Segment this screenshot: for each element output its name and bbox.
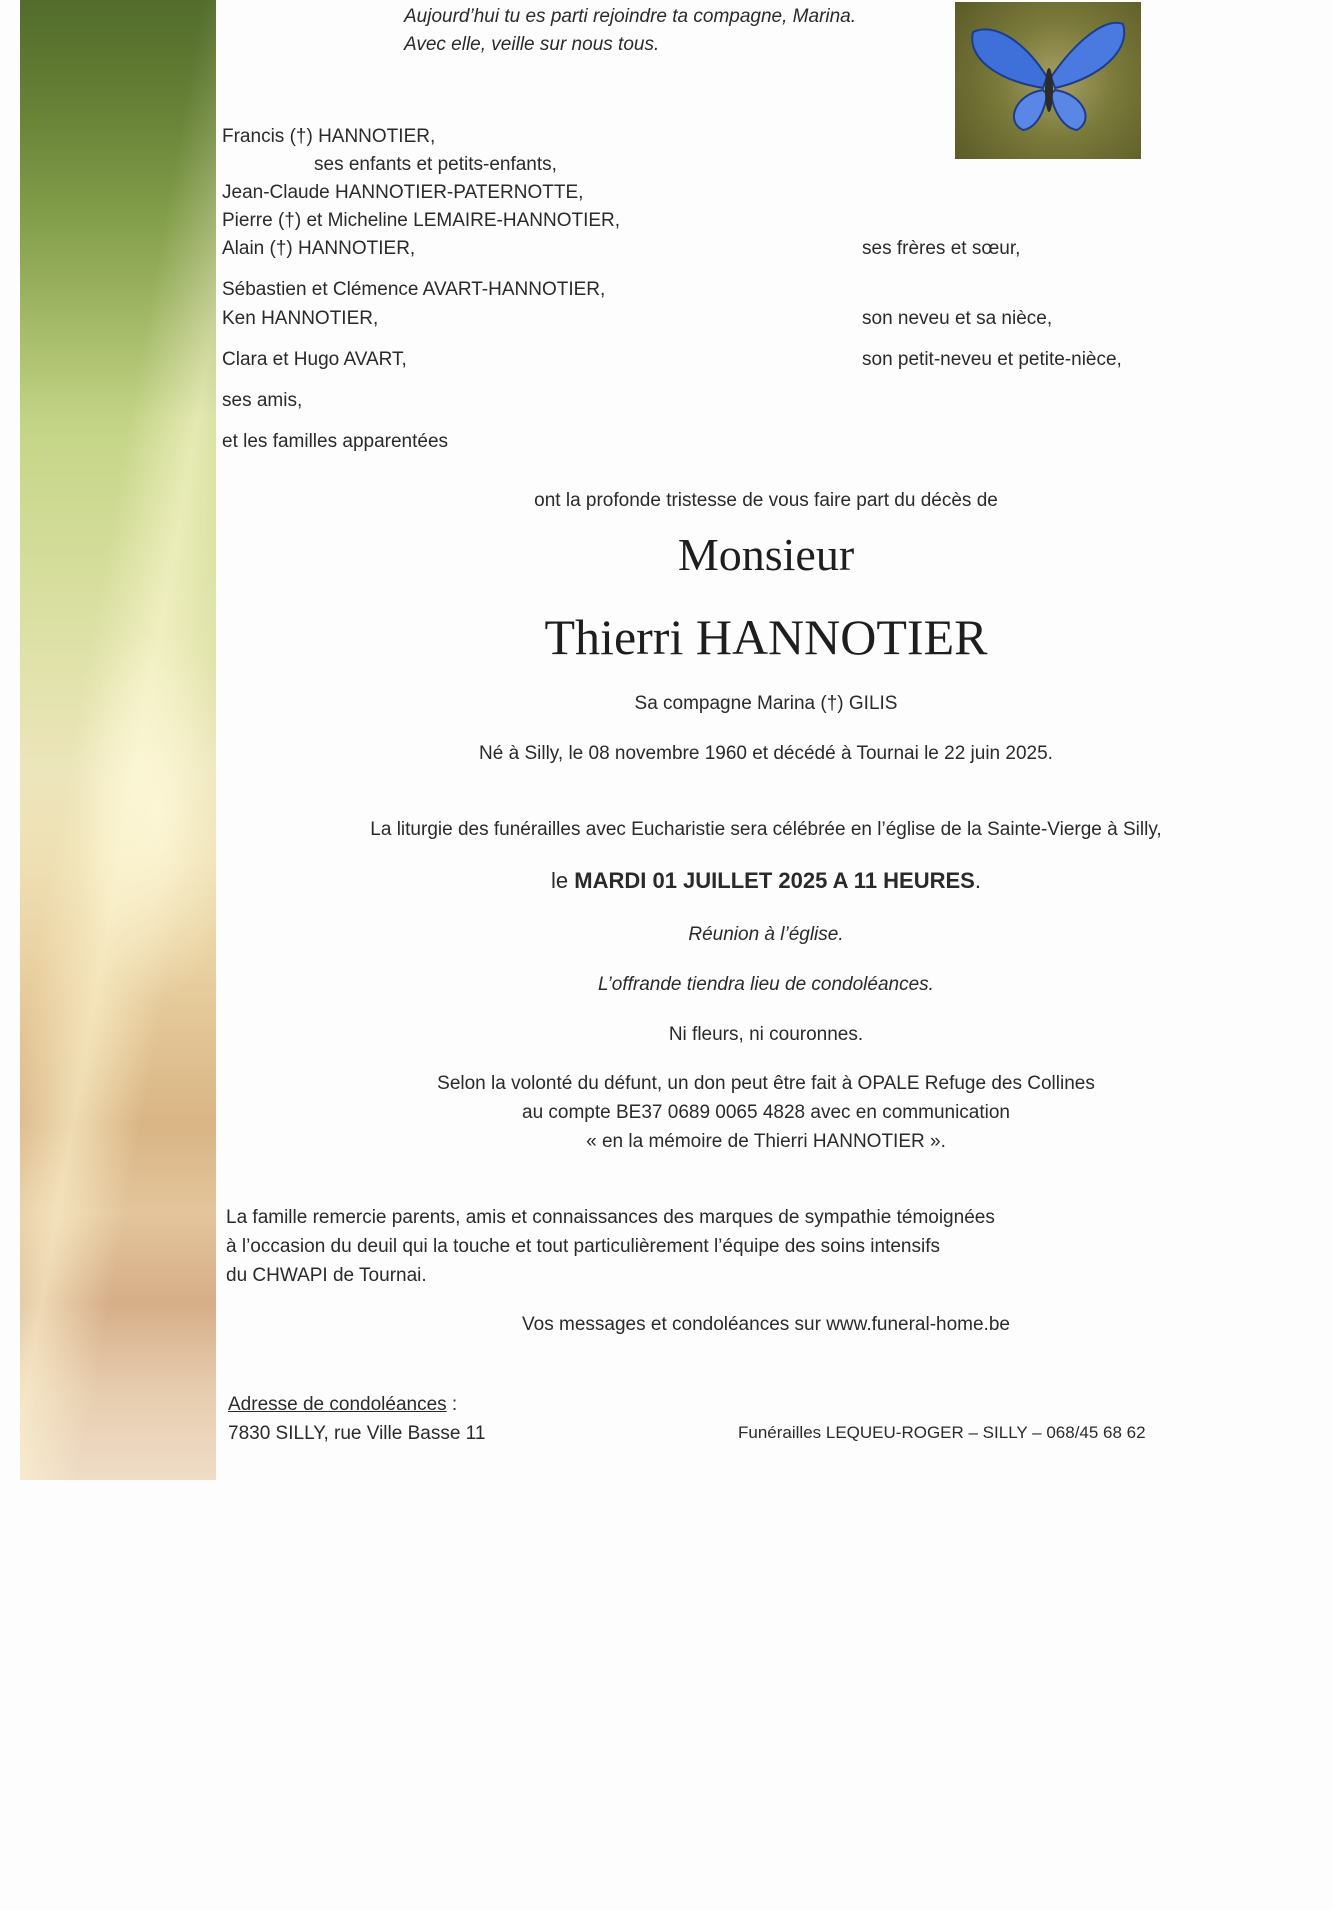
deceased-title: Monsieur xyxy=(677,529,855,580)
butterfly-photo xyxy=(955,2,1141,159)
epigraph-line-2: Avec elle, veille sur nous tous. xyxy=(404,34,660,55)
family-line: ses amis, xyxy=(222,390,303,411)
ceremony-date-bold: MARDI 01 JUILLET 2025 A 11 HEURES xyxy=(574,868,975,893)
family-line: Pierre (†) et Micheline LEMAIRE-HANNOTIER, xyxy=(222,210,621,231)
forest-canopy-shade xyxy=(20,0,216,420)
ceremony-date-suffix: . xyxy=(974,868,981,893)
thanks-line-3: du CHWAPI de Tournai. xyxy=(226,1265,427,1286)
relation-grand-nephew-niece: son petit-neveu et petite-nièce, xyxy=(862,349,1122,370)
relation-nephew-niece: son neveu et sa nièce, xyxy=(862,308,1053,329)
family-line: Ken HANNOTIER, xyxy=(222,308,379,329)
donation-line-3: « en la mémoire de Thierri HANNOTIER ». xyxy=(586,1131,946,1152)
website-text: Vos messages et condoléances sur www.funeral-home.be xyxy=(522,1314,1010,1335)
donation-line-2: au compte BE37 0689 0065 4828 avec en communication xyxy=(522,1102,1010,1123)
family-line: Jean-Claude HANNOTIER-PATERNOTTE, xyxy=(222,182,584,203)
deceased-name: Thierri HANNOTIER xyxy=(544,609,988,665)
meeting-text: Réunion à l’église. xyxy=(688,924,844,945)
thanks-line-2: à l’occasion du deuil qui la touche et tout particulièrement l’équipe des soins intensifs xyxy=(226,1236,940,1257)
family-line: Francis (†) HANNOTIER, xyxy=(222,126,436,147)
donation-line-1: Selon la volonté du défunt, un don peut être fait à OPALE Refuge des Collines xyxy=(437,1073,1095,1094)
address-label-suffix: : xyxy=(446,1394,458,1415)
family-line: Clara et Hugo AVART, xyxy=(222,349,407,370)
family-line: et les familles apparentées xyxy=(222,431,449,452)
deceased-dates: Né à Silly, le 08 novembre 1960 et décédé à Tournai le 22 juin 2025. xyxy=(479,743,1053,764)
family-line: ses enfants et petits-enfants, xyxy=(314,154,557,175)
butterfly-icon xyxy=(955,2,1141,159)
family-line: Alain (†) HANNOTIER, xyxy=(222,238,416,259)
thanks-line-1: La famille remercie parents, amis et connaissances des marques de sympathie témoignées xyxy=(226,1207,995,1228)
address-label-text: Adresse de condoléances xyxy=(228,1394,447,1415)
announcement: ont la profonde tristesse de vous faire part du décès de xyxy=(534,490,998,511)
ceremony-date xyxy=(216,866,1316,896)
offering-text: L’offrande tiendra lieu de condoléances. xyxy=(598,974,934,995)
liturgy-text: La liturgie des funérailles avec Eucharistie sera célébrée en l’église de la Sainte-Vierge à Silly, xyxy=(370,819,1162,840)
address-value: 7830 SILLY, rue Ville Basse 11 xyxy=(228,1423,486,1444)
funeral-home: Funérailles LEQUEU-ROGER – SILLY – 068/45 68 62 xyxy=(738,1423,1146,1442)
relation-siblings: ses frères et sœur, xyxy=(862,238,1021,259)
flowers-text: Ni fleurs, ni couronnes. xyxy=(668,1024,864,1045)
epigraph-line-1: Aujourd’hui tu es parti rejoindre ta compagne, Marina. xyxy=(404,6,857,27)
address-label xyxy=(228,1392,457,1418)
family-line: Sébastien et Clémence AVART-HANNOTIER, xyxy=(222,279,606,300)
deceased-partner: Sa compagne Marina (†) GILIS xyxy=(634,693,898,714)
ceremony-date-prefix: le xyxy=(551,868,575,893)
